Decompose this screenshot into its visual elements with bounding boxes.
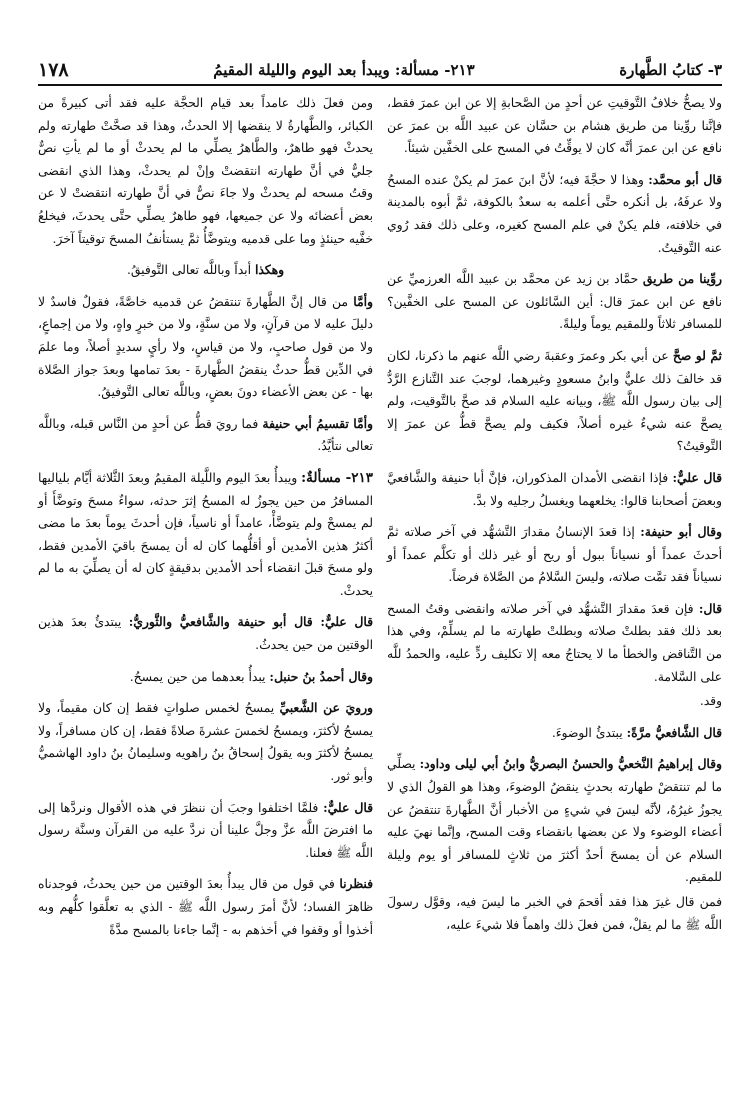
paragraph-text: يمسحُ لخمس صلواتٍ فقط إن كان مقيماً، ولا يمسحُ لأكثرَ، ويمسحُ لخمسَ عشرةَ صلاةً فقط، إن كان مسافراً، ولا يمسحُ لأكثرَ وبه يقولُ إسحاقُ بنُ راهويه وسليمانُ بنُ داود الهاشميُّ وأبو ثور. <box>38 701 373 784</box>
paragraph-lead: قال أبو محمَّد: <box>648 171 722 187</box>
paragraph-text: ويبدأُ بعدَ اليوم واللَّيلة المقيمُ وبعدَ الثَّلاثة أيَّام بلياليها المسافرُ من حين يجوزُ له المسحُ إثرَ حدثه، سواءٌ مسحَ وتوضَّأَ أو لم يمسحْ ولم يتوضَّأْ، عامداً أو ناسياً، فإن أحدثَ يوماً بعدَ ما مضى أكثرُ هذين الأمدين أو أقلُّهما كان له أن يمسحَ باقيَ الأمدين فقط، ولو مسحَ قبلَ انقضاء أحد الأمدين بدقيقةٍ كان له أن يصلِّيَ به ما لم يحدثْ. <box>38 470 373 598</box>
paragraph <box>38 873 373 941</box>
paragraph <box>387 891 722 936</box>
paragraph-text: يبتدئُ بعدَ هذين الوقتين من حين يحدثُ. <box>38 615 373 653</box>
paragraph-text: في قول من قال يبدأُ بعدَ الوقتين من حين يحدثُ، فوجدناه ظاهرَ الفساد؛ لأنَّ أمرَ رسول اللَّه ﷺ - الذي به تعلَّقوا كلُّهم وبه أخذوا أو وقفوا في أخذهم به - إنَّما جاءنا بالمسح مدَّةً <box>38 877 373 937</box>
chapter-title: ٣- كتابُ الطَّهارة <box>619 61 722 79</box>
paragraph <box>387 722 722 745</box>
paragraph-text: حمَّاد بن زيد عن محمَّد بن عبيد اللَّه العرزميِّ عن نافع عن ابن عمرَ قال: أين السَّائلون عن المسح على الخفَّين؟ للمسافر ثلاثاً وللمقيم يوماً وليلةً. <box>387 272 722 332</box>
paragraph <box>387 467 722 512</box>
paragraph-text: ومن فعلَ ذلك عامداً بعد قيام الحجَّة عليه فقد أتى كبيرةً من الكبائر، والطَّهارةُ لا ينقضها إلا الحدثُ، وهذا قد صحَّتْ طهارته ولم يحدثْ فهو طاهرٌ، والطَّاهرُ يصلِّي ما لم يحدثْ أو ما لم يأتِ نصٌّ جليٌّ في أنَّ طهارته انتقضتْ وإنْ لم يحدثْ، وهذا الذي انقضى وقتُ مسحه لم يحدثْ ولا جاءَ نصٌّ في أنَّ طهارته انتقضتْ لا عن بعض أعضائه ولا عن جميعها، فهو طاهرٌ يصلِّي حتَّى يحدثَ، فيخلعُ خفَّيه حينئذٍ وما على قدميه ويتوضَّأُ ثمَّ يستأنفُ المسحَ توقيتاً آخرَ. <box>38 96 373 246</box>
paragraph-lead: ٢١٣- مسألةٌ: <box>301 469 373 486</box>
paragraph-lead: روِّينا من طريق <box>642 271 722 287</box>
paragraph <box>38 291 373 404</box>
paragraph <box>387 690 722 713</box>
paragraph <box>38 413 373 458</box>
issue-title: ٢١٣- مسألة: ويبدأ بعد اليوم والليلة المقيمُ <box>213 61 475 79</box>
paragraph-lead: قال: <box>698 600 722 616</box>
paragraph <box>387 268 722 336</box>
paragraph <box>38 697 373 787</box>
paragraph-text: يبدأُ بعدهما من حين يمسحُ. <box>129 669 266 684</box>
paragraph-lead: وهكذا <box>254 262 285 278</box>
paragraph <box>38 797 373 865</box>
page-number: ١٧٨ <box>38 59 69 81</box>
paragraph <box>387 753 722 889</box>
paragraph <box>38 467 373 603</box>
paragraph-text: أبداً وباللَّه تعالى التَّوفيقُ. <box>126 263 252 278</box>
paragraph-lead: فنظرنا <box>339 876 373 892</box>
paragraph-lead: قال عليٌّ: <box>672 469 722 485</box>
paragraph-text: يصلِّي ما لم تنتقضْ طهارته بحدثٍ ينقضُ الوضوءَ، وهذا هو القولُ الذي لا يجوزُ غيرُهُ، لأنَّه ليسَ في شيءٍ من الأخبار أنَّ الطَّهارةَ تنتقضُ عن أعضاء الوضوء ولا عن بعضها بانقضاء وقت المسح، وإنَّما نهيَ عليه السلام عن أن يمسحَ أحدٌ أكثرَ من ثلاثٍ للمسافر أو يوم وليلة للمقيم. <box>387 757 722 885</box>
paragraph <box>38 259 373 282</box>
paragraph <box>387 598 722 688</box>
paragraph-text: من قال إنَّ الطَّهارةَ تنتقضُ عن قدميه خاصَّةً، فقولٌ فاسدٌ لا دليلَ عليه لا من قرآنٍ، ولا من سنَّةٍ، ولا من خبرٍ واهٍ، ولا من إجماعٍ، ولا من قول صاحبٍ، ولا من قياسٍ، ولا رأيٍ سديدٍ أصلاً، وما علمَ في الدِّين قطُّ حدثٌ ينقضُ الطَّهارةَ - بعدَ تمامها وبعدَ جواز الصَّلاة بها - عن بعض الأعضاء دونَ بعضٍ، وباللَّه تعالى التَّوفيقُ. <box>38 294 373 400</box>
paragraph <box>387 345 722 458</box>
paragraph-lead: ثمَّ لو صحَّ <box>672 347 722 363</box>
paragraph-lead: ورويَ عن الشَّعبيِّ <box>279 700 373 716</box>
paragraph <box>38 92 373 250</box>
paragraph-lead: وقال إبراهيمُ النَّخعيُّ والحسنُ البصريُّ وابنُ أبي ليلى وداود: <box>419 756 722 772</box>
paragraph-text: فإن قعدَ مقدارَ التَّشهُّد في آخر صلاته وانقضى وقتُ المسح بعد ذلك فقد بطلتْ صلاته وبطلتْ طهارته ما لم يسلِّمْ، وفي هذا من التَّناقض والخطأ ما لا يحتاجُ معه إلا تكليف ردٍّ عليه، والحمدُ للَّه على السَّلامة. <box>387 601 722 684</box>
paragraph-lead: وأمَّا <box>353 293 373 309</box>
paragraph-lead: قال الشَّافعيُّ مرَّةً: <box>626 724 722 740</box>
paragraph <box>38 611 373 656</box>
paragraph-text: فما رويَ قطُّ عن أحدٍ من النَّاس قبله، وباللَّه تعالى نتأيَّدُ. <box>38 416 373 454</box>
paragraph-text: يبتدئُ الوضوءَ. <box>551 725 623 740</box>
paragraph <box>387 92 722 160</box>
paragraph-text: وقد. <box>699 694 722 709</box>
paragraph-lead: قال عليٌّ: <box>323 799 373 815</box>
paragraph <box>38 666 373 689</box>
paragraph-text: فإذا انقضى الأمدان المذكوران، فإنَّ أبا حنيفة والشَّافعيَّ وبعضَ أصحابنا قالوا: يخلعهما ويغسلُ رجليه ولا بدَّ. <box>387 470 722 508</box>
paragraph-lead: وقال أحمدُ بنُ حنبل: <box>269 668 373 684</box>
paragraph-lead: وأمَّا تقسيمُ أبي حنيفة <box>262 415 373 431</box>
paragraph <box>387 521 722 589</box>
left-column <box>38 92 373 1107</box>
paragraph <box>387 169 722 259</box>
right-column <box>387 92 722 1107</box>
running-header <box>38 56 722 86</box>
text-columns <box>38 92 722 1107</box>
paragraph-text: ولا يصحُّ خلافُ التَّوقيتِ عن أحدٍ من الصَّحابةِ إلا عن ابن عمرَ فقط، فإنَّنا روِّينا من طريق هشام بن حسَّان عن عبيد اللَّه بن عمرَ عن نافع عن ابن عمرَ أنَّه كان لا يوقِّتُ في المسح على الخفَّين شيئاً. <box>387 96 722 156</box>
paragraph-text: فمن قال غيرَ هذا فقد أقحمَ في الخبر ما ليسَ فيه، وقوَّل رسولَ اللَّه ﷺ ما لم يقلْ، فمن فعلَ ذلك واهماً فلا شيءَ عليه، <box>387 895 722 932</box>
paragraph-lead: وقال أبو حنيفة: <box>640 524 722 540</box>
paragraph-lead: قال عليٌّ: قال أبو حنيفة والشَّافعيُّ والثَّوريُّ: <box>128 614 373 630</box>
paragraph-text: إذا قعدَ الإنسانُ مقدارَ التَّشهُّد في آخر صلاته ثمَّ أحدثَ عمداً أو نسياناً ببول أو ريح أو غير ذلك أو تكلَّم عمداً أو نسياناً فقد تمَّت صلاته، وليسَ السَّلامُ من الصَّلاة فرضاً. <box>387 525 722 585</box>
paragraph-text: وهذا لا حجَّةَ فيه؛ لأنَّ ابنَ عمرَ لم يكنْ عنده المسحُ ولا عرفَهُ، بل أنكره حتَّى أعلمه به سعدٌ بالكوفة، ثمَّ أبوه بالمدينة في خلافته، فلم يكنْ في علم المسح كغيره، وعلى ذلك فقد رُوي عنه التَّوقيتُ. <box>387 172 722 255</box>
paragraph-text: عن أبي بكر وعمرَ وعقبةَ رضي اللَّه عنهم ما ذكرنا، لكان قد خالفَ ذلك عليٌّ وابنُ مسعودٍ وغيرهما، لوجبَ عند التَّنازع الرَّدُّ إلى بيان رسول اللَّه ﷺ، وبيانه عليه السلام قد صحَّ بالتَّوقيت، ولم يصحَّ عنه شيءٌ غيره أصلاً، فكيف ولم يصحَّ قطُّ عن عمرَ إلا التَّوقيتُ؟ <box>387 348 722 454</box>
paragraph-text: فلمَّا اختلفوا وجبَ أن ننظرَ في هذه الأقوال ونردَّها إلى ما افترضَ اللَّه عزَّ وجلَّ علينا أن نردَّ عليه من القرآن وسنَّة رسول اللَّه ﷺ فعلنا. <box>38 800 373 860</box>
